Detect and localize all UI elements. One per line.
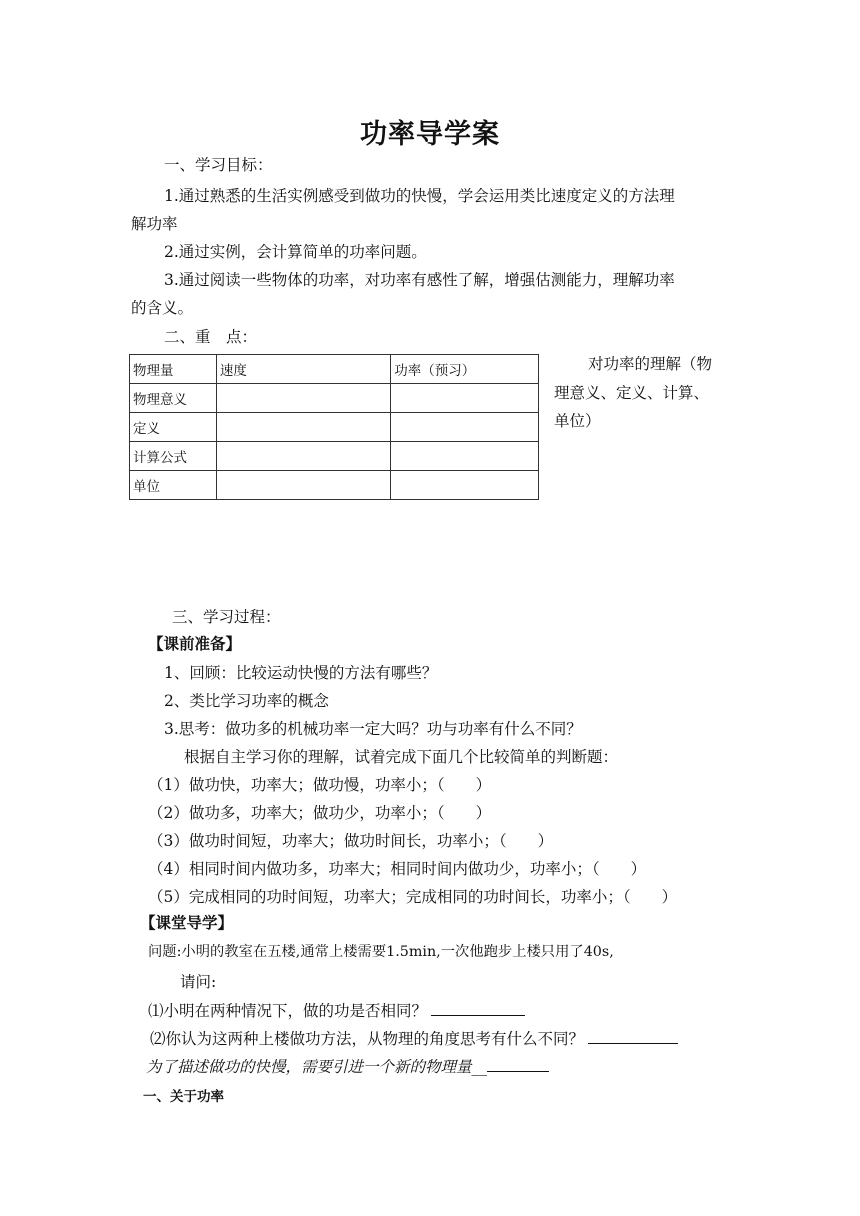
prep-item-1: 1、回顾：比较运动快慢的方法有哪些？ <box>164 664 438 682</box>
prep-item-3: 3.思考：做功多的机械功率一定大吗？功与功率有什么不同？ <box>164 720 582 738</box>
table-cell: 物理意义 <box>130 384 217 413</box>
table-cell[interactable] <box>216 413 390 442</box>
side-note-line-3: 单位） <box>554 412 601 430</box>
document-title: 功率导学案 <box>360 119 500 150</box>
table-row <box>130 413 539 442</box>
judgment-item: （3）做功时间短，功率大；做功时间长，功率小；（ ） <box>148 832 554 850</box>
question-line-2: 请问: <box>180 973 217 991</box>
table-cell[interactable] <box>216 471 390 500</box>
table-header-cell: 功率（预习） <box>391 355 539 384</box>
table-cell[interactable] <box>391 384 539 413</box>
judgment-item: （1）做功快，功率大；做功慢，功率小；（ ） <box>148 776 492 794</box>
table-cell: 单位 <box>130 471 217 500</box>
judgment-item: （2）做功多，功率大；做功少，功率小；（ ） <box>148 804 492 822</box>
italic-prompt: 为了描述做功的快慢，需要引进一个新的物理量__ <box>146 1058 488 1076</box>
answer-blank-3[interactable] <box>487 1056 549 1072</box>
process-heading: 三、学习过程： <box>172 608 281 626</box>
goal-2: 2.通过实例，会计算简单的功率问题。 <box>164 243 427 261</box>
side-note-line-2: 理意义、定义、计算、 <box>554 384 710 402</box>
table-header-row <box>130 355 539 384</box>
goal-3-line-1: 3.通过阅读一些物体的功率，对功率有感性了解，增强估测能力，理解功率 <box>164 271 675 289</box>
question-2: ⑵你认为这两种上楼做功方法，从物理的角度思考有什么不同？ <box>150 1030 585 1048</box>
judgment-item: （4）相同时间内做功多，功率大；相同时间内做功少，功率小；（ ） <box>148 860 647 878</box>
table-cell[interactable] <box>391 413 539 442</box>
table-cell[interactable] <box>391 442 539 471</box>
goal-1-line-2: 解功率 <box>131 215 178 233</box>
goals-heading: 一、学习目标： <box>164 156 273 174</box>
table-cell[interactable] <box>391 471 539 500</box>
table-cell: 定义 <box>130 413 217 442</box>
table-cell[interactable] <box>216 384 390 413</box>
judgment-item: （5）完成相同的功时间短，功率大；完成相同的功时间长，功率小；（ ） <box>148 888 678 906</box>
prep-item-2: 2、类比学习功率的概念 <box>164 692 329 710</box>
goal-1-line-1: 1.通过熟悉的生活实例感受到做功的快慢，学会运用类比速度定义的方法理 <box>164 187 675 205</box>
table-row <box>130 442 539 471</box>
answer-blank-1[interactable] <box>431 1000 525 1016</box>
goal-3-line-2: 的含义。 <box>131 299 194 317</box>
italic-prompt-row <box>146 1055 549 1077</box>
table-row <box>130 471 539 500</box>
table-header-cell: 物理量 <box>130 355 217 384</box>
prep-intro: 根据自主学习你的理解，试着完成下面几个比较简单的判断题： <box>184 748 619 766</box>
question-line-1: 问题:小明的教室在五楼,通常上楼需要1.5min,一次他跑步上楼只用了40s, <box>148 944 614 960</box>
question-1-row <box>148 999 525 1021</box>
key-points-heading: 二、重 点： <box>164 328 258 346</box>
question-1: ⑴小明在两种情况下，做的功是否相同？ <box>148 1002 428 1020</box>
answer-blank-2[interactable] <box>588 1028 678 1044</box>
table-cell: 计算公式 <box>130 442 217 471</box>
prep-heading: 【课前准备】 <box>148 635 242 653</box>
class-heading: 【课堂导学】 <box>140 914 234 932</box>
table-cell[interactable] <box>216 442 390 471</box>
table-row <box>130 384 539 413</box>
section-subheading: 一、关于功率 <box>143 1089 224 1105</box>
side-note-line-1: 对功率的理解（物 <box>588 355 713 373</box>
table-header-cell: 速度 <box>216 355 390 384</box>
comparison-table <box>129 354 539 500</box>
question-2-row <box>150 1027 678 1049</box>
